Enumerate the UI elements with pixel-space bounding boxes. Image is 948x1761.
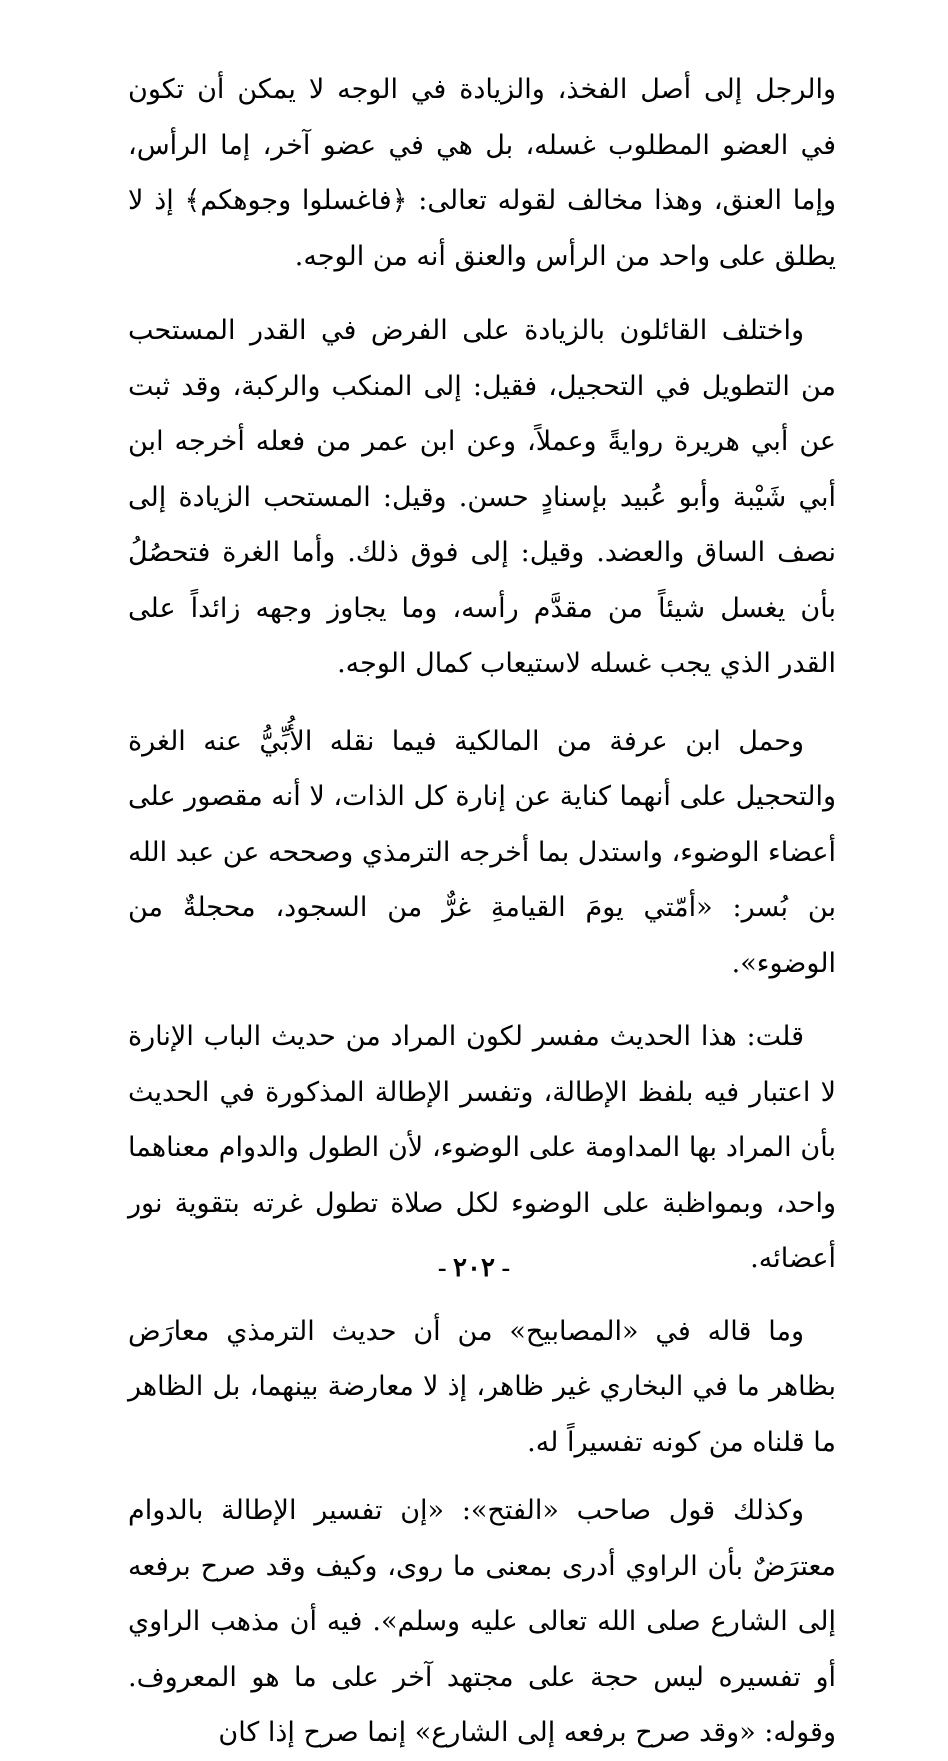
paragraph-3: وحمل ابن عرفة من المالكية فيما نقله الأُبِّيُّ عنه الغرة والتحجيل على أنهما كناية عن إنارة كل الذات، لا أنه مقصور على أعضاء الوضوء، واستدل بما أخرجه الترمذي وصححه عن عبد الله بن بُسر: «أمّتي يومَ القيامةِ غرٌّ من السجود، محجلةٌ من الوضوء».: [128, 725, 836, 979]
paragraph-4: قلت: هذا الحديث مفسر لكون المراد من حديث الباب الإنارة لا اعتبار فيه بلفظ الإطالة، وتفسر الإطالة المذكورة في الحديث بأن المراد بها المداومة على الوضوء، لأن الطول والدوام معناهما واحد، وبمواظبة على الوضوء لكل صلاة تطول غرته بتقوية نور أعضائه.: [128, 1021, 836, 1274]
paragraph-2: واختلف القائلون بالزيادة على الفرض في القدر المستحب من التطويل في التحجيل، فقيل: إلى المنكب والركبة، وقد ثبت عن أبي هريرة روايةً وعملاً، وعن ابن عمر من فعله أخرجه ابن أبي شَيْبة وأبو عُبيد بإسنادٍ حسن. وقيل: المستحب الزيادة إلى نصف الساق والعضد. وقيل: إلى فوق ذلك. وأما الغرة فتحصُلُ بأن يغسل شيئاً من مقدَّم رأسه، وما يجاوز وجهه زائداً على القدر الذي يجب غسله لاستيعاب كمال الوجه.: [128, 315, 836, 679]
paragraph-5: وما قاله في «المصابيح» من أن حديث الترمذي معارَض بظاهر ما في البخاري غير ظاهر، إذ لا معارضة بينهما، بل الظاهر ما قلناه من كونه تفسيراً له.: [128, 1315, 836, 1458]
paragraph-1: والرجل إلى أصل الفخذ، والزيادة في الوجه لا يمكن أن تكون في العضو المطلوب غسله، بل هي في عضو آخر، إما الرأس، وإما العنق، وهذا مخالف لقوله تعالى: ﴿فاغسلوا وجوهكم﴾ إذ لا يطلق على واحد من الرأس والعنق أنه من الوجه.: [128, 74, 836, 272]
page-number: - ٢٠٢ -: [437, 1253, 511, 1282]
paragraph-6: وكذلك قول صاحب «الفتح»: «إن تفسير الإطالة بالدوام معترَضٌ بأن الراوي أدرى بمعنى ما روى، وكيف وقد صرح برفعه إلى الشارع صلى الله تعالى عليه وسلم». فيه أن مذهب الراوي أو تفسيره ليس حجة على مجتهد آخر على ما هو المعروف. وقوله: «وقد صرح برفعه إلى الشارع» إنما صرح إذا كان: [128, 1495, 836, 1748]
